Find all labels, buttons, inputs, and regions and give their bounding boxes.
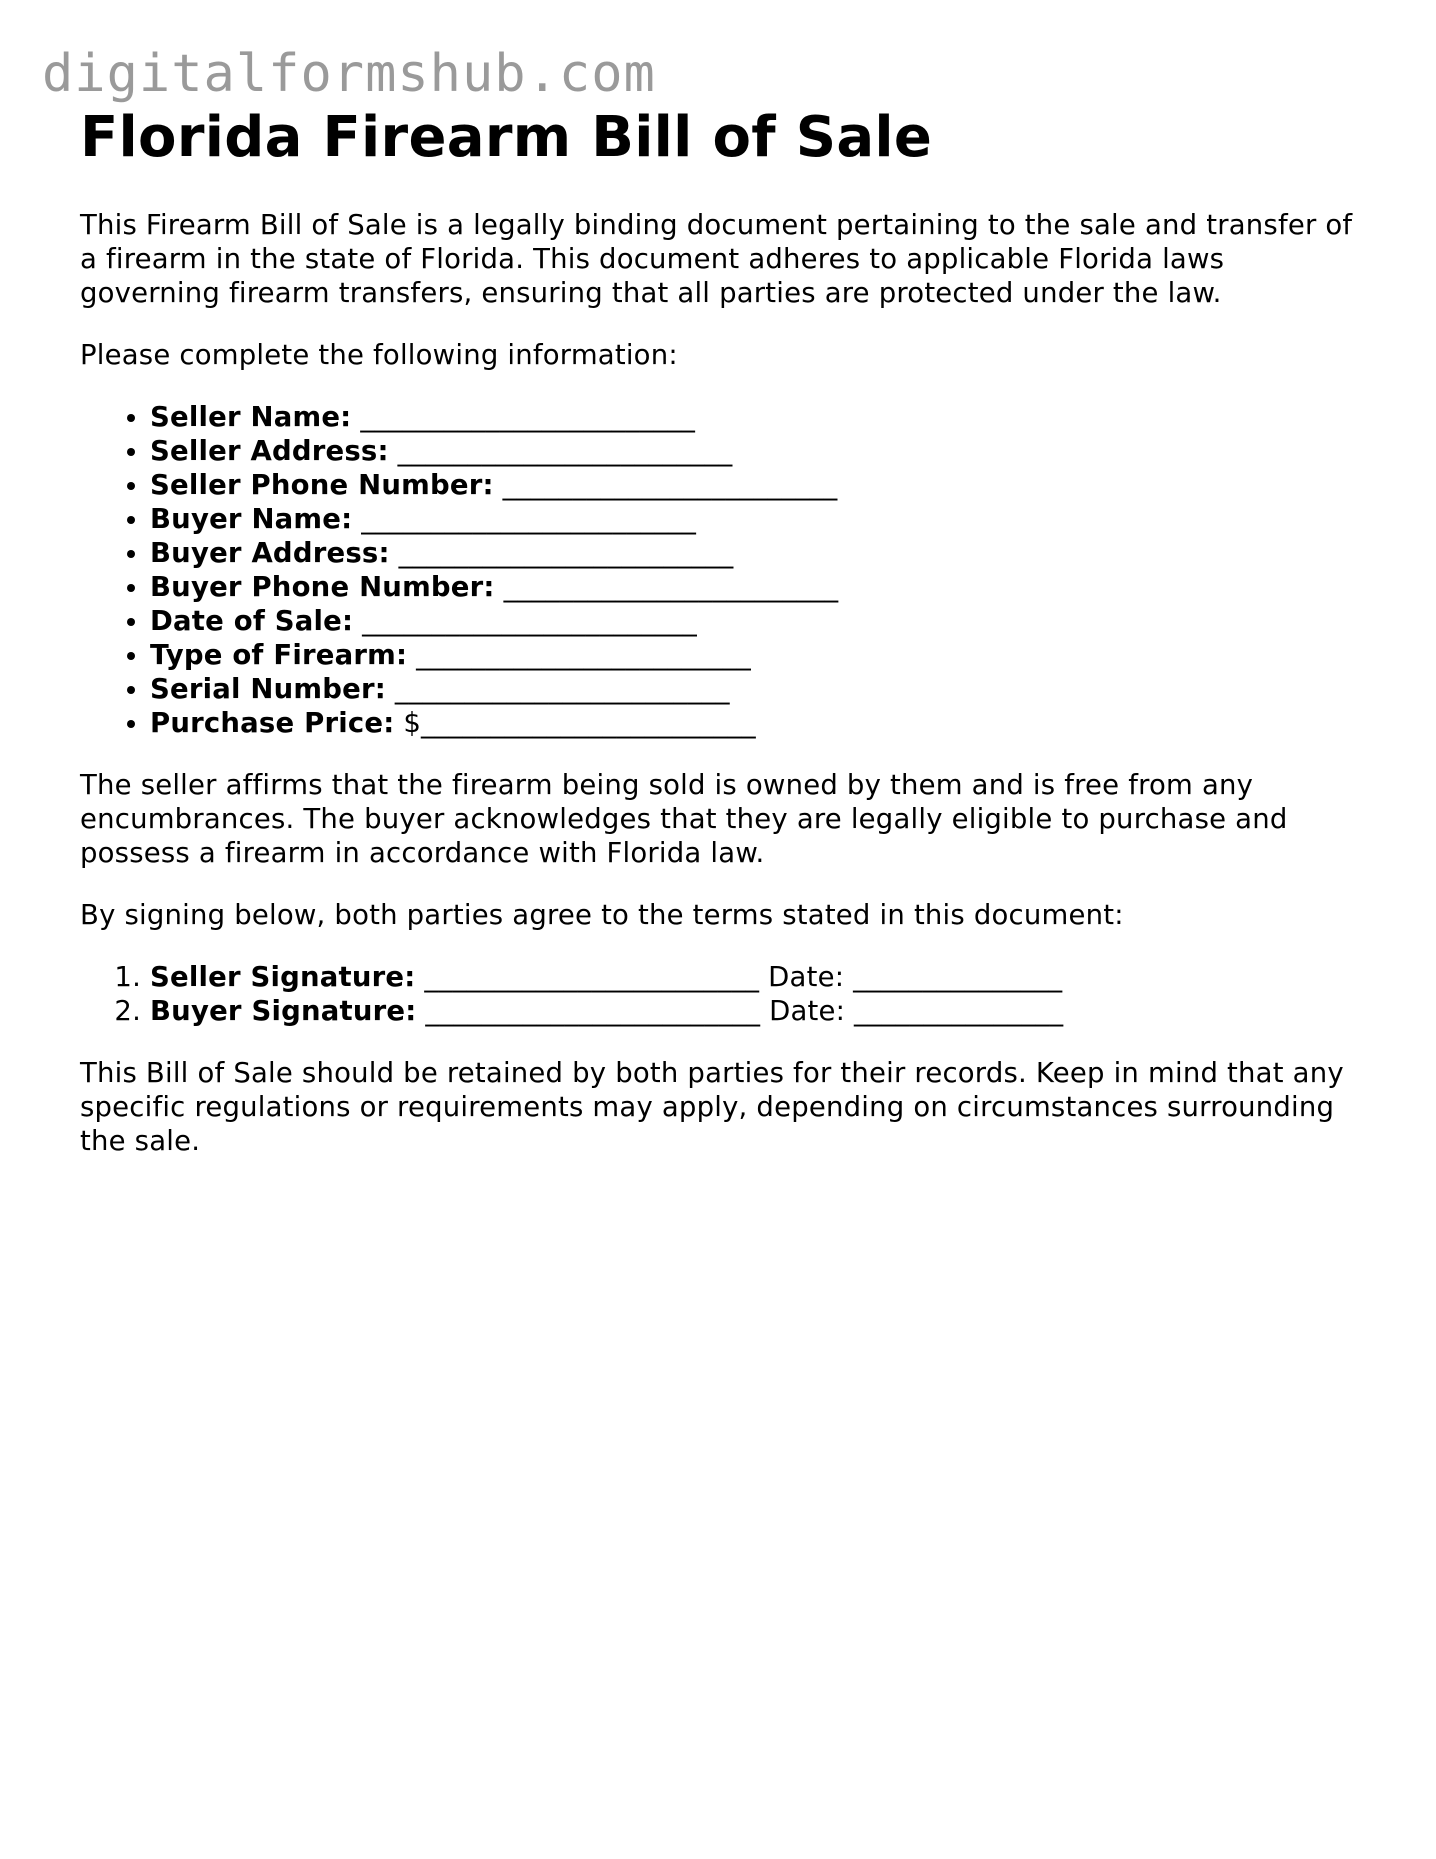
- field-serial-number: [150, 672, 1370, 706]
- field-firearm-type: [150, 638, 1370, 672]
- field-buyer-phone: [150, 570, 1370, 604]
- field-label: Buyer Name:: [150, 503, 353, 535]
- document-title: Florida Firearm Bill of Sale: [80, 105, 933, 170]
- field-purchase-price: [150, 706, 1370, 740]
- buyer-signature-line: [150, 994, 1370, 1028]
- signature-blank[interactable]: ________________________ Date: _______________: [415, 961, 1063, 993]
- fill-in-blank[interactable]: ________________________: [389, 537, 734, 569]
- agreement-text: By signing below, both parties agree to the terms stated in this document:: [80, 899, 1124, 931]
- fill-in-blank[interactable]: ________________________: [385, 673, 730, 705]
- field-label: Seller Name:: [150, 401, 352, 433]
- fill-in-blank[interactable]: ________________________: [494, 571, 839, 603]
- field-label: Type of Firearm:: [150, 639, 408, 671]
- field-label: Serial Number:: [150, 673, 386, 705]
- field-label: Seller Phone Number:: [150, 469, 494, 501]
- intro-paragraph: This Firearm Bill of Sale is a legally binding document pertaining to the sale and transfer of a firearm in the state of Florida. This document adheres to applicable Florida laws governing firearm transfers, ensuring that all parties are protected under the law.: [80, 209, 1353, 309]
- signature-blank[interactable]: ________________________ Date: _______________: [416, 995, 1064, 1027]
- field-label: Buyer Address:: [150, 537, 390, 569]
- field-seller-phone: [150, 468, 1370, 502]
- field-date-of-sale: [150, 604, 1370, 638]
- field-buyer-name: [150, 502, 1370, 536]
- field-list: [80, 400, 1370, 740]
- affirmation-paragraph: The seller affirms that the firearm being sold is owned by them and is free from any encumbrances. The buyer acknowledges that they are legally eligible to purchase and possess a firearm in accordance with Florida law.: [80, 769, 1288, 869]
- field-label: Buyer Phone Number:: [150, 571, 495, 603]
- document-body: [80, 96, 1370, 1158]
- fill-in-blank[interactable]: ________________________: [493, 469, 838, 501]
- fill-in-blank[interactable]: ________________________: [352, 503, 697, 535]
- seller-signature-line: [150, 960, 1370, 994]
- field-label: Purchase Price:: [150, 707, 395, 739]
- fill-in-blank[interactable]: ________________________: [353, 605, 697, 637]
- signature-list: [80, 960, 1370, 1028]
- fill-in-blank[interactable]: ________________________: [407, 639, 751, 671]
- signature-label: Buyer Signature:: [150, 995, 417, 1027]
- field-label: Date of Sale:: [150, 605, 354, 637]
- fill-in-blank[interactable]: ________________________: [388, 435, 733, 467]
- field-buyer-address: [150, 536, 1370, 570]
- fill-in-blank[interactable]: ________________________: [351, 401, 696, 433]
- field-seller-address: [150, 434, 1370, 468]
- closing-paragraph: This Bill of Sale should be retained by both parties for their records. Keep in mind that any specific regulations or requirements may apply, depending on circumstances surrounding the sale.: [80, 1057, 1344, 1157]
- field-seller-name: [150, 400, 1370, 434]
- signature-label: Seller Signature:: [150, 961, 416, 993]
- fill-in-blank[interactable]: $________________________: [394, 707, 756, 739]
- instructions-text: Please complete the following information:: [80, 339, 678, 371]
- field-label: Seller Address:: [150, 435, 389, 467]
- watermark: digitalformshub.com: [42, 44, 656, 104]
